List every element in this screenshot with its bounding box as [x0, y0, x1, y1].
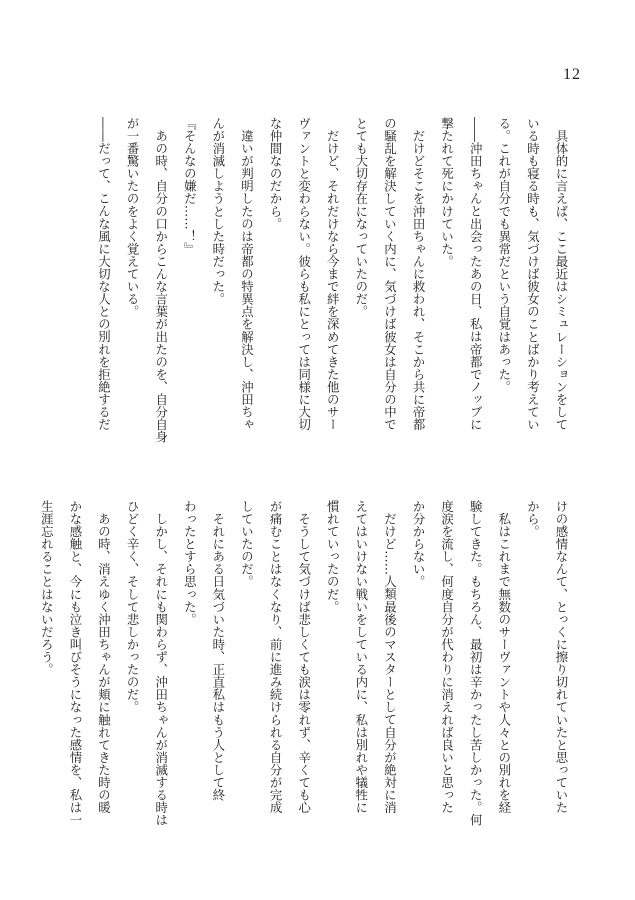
- text-line: えてはいけない戦いをしている内に、私は別れや犠牲に: [353, 500, 369, 814]
- text-line: 生涯忘れることはないだろう。: [39, 500, 55, 676]
- text-line: だけど、それだけなら今まで絆を深めてきた他のサー: [325, 117, 341, 431]
- text-line: が一番驚いたのをよく覚えている。: [125, 117, 141, 318]
- upper-text-block: [75, 117, 575, 489]
- text-line: けの感情なんて、とっくに擦り切れていたと思っていた: [554, 500, 569, 814]
- text-line: わったとすら思った。: [182, 500, 198, 626]
- text-line: 度涙を流し、何度自分が代わりに消えれば良いと思った: [439, 500, 455, 814]
- text-line: か分からない。: [411, 500, 427, 588]
- text-line: 具体的に言えば、ここ最近はシミュレーションをして: [554, 117, 569, 431]
- text-line: しかし、それにも関わらず、沖田ちゃんが消滅する時は: [153, 500, 169, 827]
- text-line: とても大切存在になっていたのだ。: [353, 117, 369, 318]
- text-line: いる時も寝る時も、気づけば彼女のことばかり考えてい: [525, 117, 541, 431]
- text-line: かな感触と、今にも泣き叫びそうになった感情を、私は一: [67, 500, 83, 827]
- text-line: だけど……人類最後のマスターとして自分が絶対に消: [382, 500, 398, 814]
- text-line: な仲間なのだから。: [268, 117, 284, 230]
- text-line: ヴァントと変わらない。彼らも私にとっては同様に大切: [296, 117, 312, 431]
- text-line: それにある日気づいた時、正直私はもう人として終: [210, 500, 226, 802]
- text-line: ――沖田ちゃんと出会ったあの日、私は帝都でノッブに: [468, 117, 484, 431]
- text-line: 私はこれまで無数のサーヴァントや人々との別れを経: [496, 500, 512, 814]
- text-line: 『そんなの嫌だ……！』: [182, 117, 198, 256]
- text-line: 験してきた。もちろん、最初は辛かったし苦しかった。何: [468, 500, 484, 827]
- text-line: 違いが判明したのは帝都の特異点を解決し、沖田ちゃ: [239, 117, 255, 431]
- text-line: あの時、自分の口からこんな言葉が出たのを、自分自身: [153, 117, 169, 444]
- page-number: 12: [563, 66, 581, 83]
- text-line: から。: [525, 500, 541, 538]
- text-line: んが消滅しようとした時だった。: [210, 117, 226, 306]
- text-line: だけどそこを沖田ちゃんに救われ、そこから共に帝都: [411, 117, 427, 431]
- text-line: していたのだ。: [239, 500, 255, 588]
- text-line: 撃たれて死にかけていた。: [439, 117, 455, 268]
- lower-text-block: [39, 500, 575, 872]
- text-line: あの時、消えゆく沖田ちゃんが頬に触れてきた時の暖: [96, 500, 112, 814]
- text-line: そうして気づけば悲しくても涙は零れず、辛くても心: [296, 500, 312, 814]
- text-line: る。これが自分でも異常だという自覚はあった。: [496, 117, 512, 394]
- text-line: が痛むことはなくなり、前に進み続けられる自分が完成: [268, 500, 284, 814]
- text-line: の騒乱を解決していく内に、気づけば彼女は自分の中で: [382, 117, 398, 431]
- text-line: 慣れていったのだ。: [325, 500, 341, 613]
- text-line: ひどく辛く、そして悲しかったのだ。: [125, 500, 141, 714]
- text-line: ――だって、こんな風に大切な人との別れを拒絶するだ: [96, 117, 112, 431]
